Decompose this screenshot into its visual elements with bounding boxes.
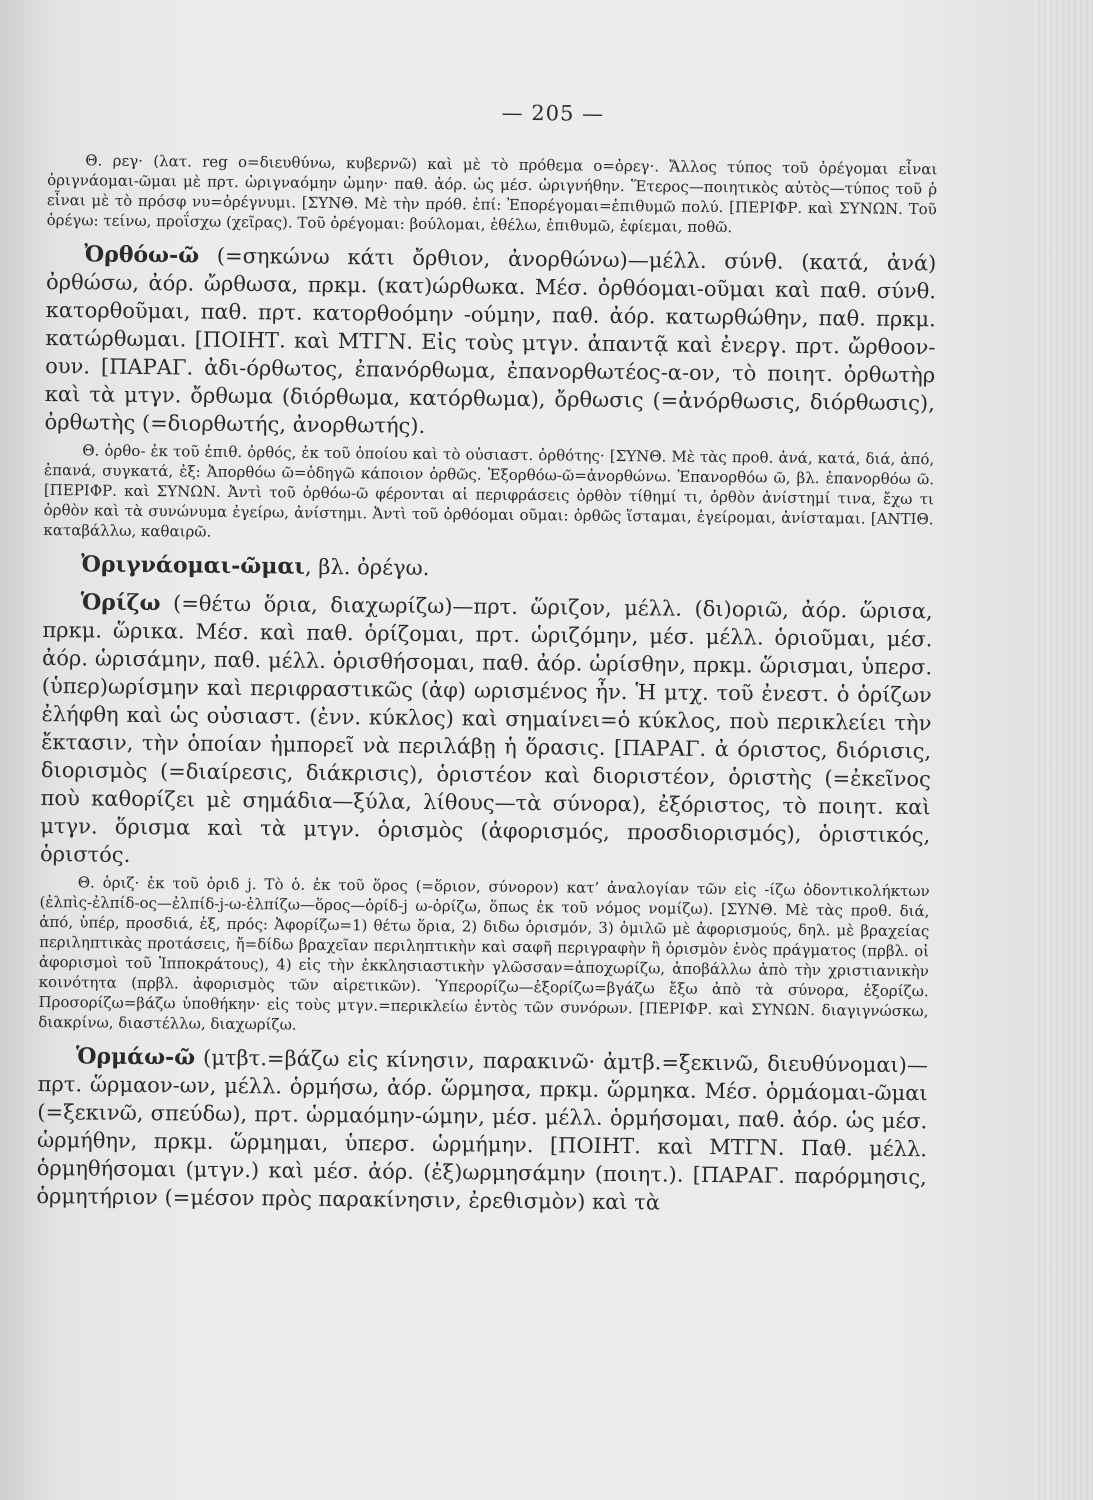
entry-definition: (=θέτω ὅρια, διαχωρίζω)—πρτ. ὥριζον, μέλλ. (δι)οριῶ, ἀόρ. ὥρισα, πρκμ. ὥρικα. Μέσ. καὶ παθ. ὁρίζομαι, πρτ. ὡριζόμην, μέσ. μέλλ. ὁριοῦμαι, μέσ. ἀόρ. ὡρισάμην, παθ. μέλλ. ὁρισθήσομαι, παθ. ἀόρ. ὡρίσθην, πρκμ. ὥρισμαι, ὑπερσ. (ὑπερ)ωρίσμην καὶ περιφραστικῶς (ἀφ) ωρισμένος ἦν. Ἡ μτχ. τοῦ ἐνεστ. ὁ ὁρίζων ἐλήφθη καὶ ὡς οὐσιαστ. (ἐνν. κύκλος) καὶ σημαίνει=ὁ κύκλος, ποὺ περικλείει τὴν ἔκτασιν, τὴν ὁποίαν ἠμπορεῖ νὰ περιλάβῃ ἡ ὅρασις. [ΠΑΡΑΓ. ἀ όριστος, διόρισις, διορισμὸς (=διαίρεσις, διάκρισις), ὁριστέον καὶ διοριστέον, ὁριστὴς (=ἐκεῖνος ποὺ καθορίζει μὲ σημάδια—ξύλα, λίθους—τὰ σύνορα), ἐξόριστος, τὸ ποιητ. καὶ μτγν. ὅρισμα καὶ τὰ μτγν. ὁρισμὸς (ἀφορισμός, προσδιορισμός), ὁριστικός, ὁριστός. xyxy=(39,591,933,867)
entry-orthoo xyxy=(43,240,936,549)
headword: Ὁρίζω xyxy=(80,589,161,617)
entry-main xyxy=(43,550,933,587)
entry-main xyxy=(36,1042,928,1219)
headword: Ὁρμάω-ῶ xyxy=(75,1043,196,1071)
entry-orignaomai xyxy=(43,550,933,587)
headword: Ὀρθόω-ῶ xyxy=(84,241,200,269)
entry-definition: (μτβτ.=βάζω εἰς κίνησιν, παρακινῶ· ἀμτβ.=ξεκινῶ, διευθύνομαι)—πρτ. ὥρμαον-ων, μέλλ. ὁρμήσω, ἀόρ. ὥρμησα, πρκμ. ὥρμηκα. Μέσ. ὁρμάομαι-ῶμαι (=ξεκινῶ, σπεύδω), πρτ. ὡρμαόμην-ώμην, μέσ. μέλλ. ὁρμήσομαι, παθ. ἀόρ. ὡς μέσ. ὡρμήθην, πρκμ. ὥρμημαι, ὑπερσ. ὡρμήμην. [ΠΟΙΗΤ. καὶ ΜΤΓΝ. Παθ. μέλλ. ὁρμηθήσομαι (μτγν.) καὶ μέσ. ἀόρ. (ἐξ)ωρμησάμην (ποιητ.). [ΠΑΡΑΓ. παρόρμησις, ὁρμητήριον (=μέσον πρὸς παρακίνησιν, ἐρεθισμὸν) καὶ τὰ xyxy=(36,1045,929,1215)
entry-definition: (=σηκώνω κάτι ὄρθιον, ἀνορθώνω)—μέλλ. σύνθ. (κατά, ἀνά) ὀρθώσω, ἀόρ. ὤρθωσα, πρκμ. (κατ)ώρθωκα. Μέσ. ὀρθόομαι-οῦμαι καὶ παθ. σύνθ. κατορθοῦμαι, παθ. πρτ. κατορθοόμην -ούμην, παθ. ἀόρ. κατωρθώθην, παθ. πρκμ. κατώρθωμαι. [ΠΟΙΗΤ. καὶ ΜΤΓΝ. Εἰς τοὺς μτγν. ἀπαντᾷ καὶ ἐνεργ. πρτ. ὤρθοον-ουν. [ΠΑΡΑΓ. ἀδι-όρθωτος, ἐπανόρθωμα, ἐπανορθωτέος-α-ον, τὸ ποιητ. ὀρθωτὴρ καὶ τὰ μτγν. ὄρθωμα (διόρθωμα, κατόρθωμα), ὄρθωσις (=ἀνόρθωσις, διόρθωσις), ὀρθωτὴς (=διορθωτής, ἀνορθωτής). xyxy=(44,243,937,438)
entry-etymology: Θ. ρεγ· (λατ. reg o=διευθύνω, κυβερνῶ) καὶ μὲ τὸ πρόθεμα ο=ὀρεγ·. Ἄλλος τύπος τοῦ ὀρέγομαι εἶναι ὀριγνάομαι-ῶμαι μὲ πρτ. ὠριγναόμην ὠμην· παθ. ἀόρ. ὡς μέσ. ὠριγνήθην. Ἕτερος—ποιητικὸς αὐτὸς—τύπος τοῦ ῥ εἶναι μὲ τὸ πρόσφ νυ=ὀρέγνυμι. [ΣΥΝΘ. Μὲ τὴν πρόθ. ἐπί: Ἐπορέγομαι=ἐπιθυμῶ πολύ. [ΠΕΡΙΦΡ. καὶ ΣΥΝΩΝ. Τοῦ ὀρέγω: τείνω, προΐσχω (χεῖρας). Τοῦ ὀρέγομαι: βούλομαι, ἐθέλω, ἐπιθυμῶ, ἐφίεμαι, ποθῶ. xyxy=(46,151,938,237)
entry-main xyxy=(40,588,933,877)
entry-etymology: Θ. ὁριζ· ἐκ τοῦ ὁριδ j. Τὸ ὁ. ἐκ τοῦ ὅρος (=ὅριον, σύνορον) κατ’ ἀναλογίαν τῶν εἰς -ίζω ὀδοντικολήκτων (ἐλπὶς-ἐλπίδ-ος—ἐλπίδ-j-ω-ἐλπίζω—ὅρος—ὁρίδ-j ω-ὁρίζω, ὅπως ἐκ τοῦ νόμος νομίζω). [ΣΥΝΘ. Μὲ τὰς προθ. διά, ἀπό, ὑπέρ, προσδιά, ἐξ, πρός: Ἀφορίζω=1) θέτω ὅρια, 2) διδω ὁρισμόν, 3) ὁμιλῶ μὲ ἀφορισμούς, δηλ. μὲ βραχείας περιληπτικὰς προτάσεις, ἤ=δίδω βραχεῖαν περιληπτικὴν καὶ σαφῆ περιγραφὴν ἢ ὁρισμὸν ἑνὸς πράγματος (πρβλ. οἱ ἀφορισμοὶ τοῦ Ἱπποκράτους), 4) εἰς τὴν ἐκκλησιαστικὴν γλῶσσαν=ἀποχωρίζω, ἀποβάλλω ἀπὸ τὴν χριστιανικὴν κοινότητα (πρβλ. ἀφορισμὸς τῶν αἱρετικῶν). Ὑπερορίζω—ἐξορίζω=βγάζω ἔξω ἀπὸ τὰ σύνορα, ἐξορίζω. Προσορίζω=βάζω ὑποθήκην· εἰς τοὺς μτγν.=περικλείω ἐντὸς τῶν συνόρων. [ΠΕΡΙΦΡ. καὶ ΣΥΝΩΝ. διαγιγνώσκω, διακρίνω, διαστέλλω, διαχωρίζω. xyxy=(38,873,930,1034)
entry-ormao xyxy=(36,1042,928,1219)
entry-etymology: Θ. ὀρθο- ἐκ τοῦ ἐπιθ. ὀρθός, ἐκ τοῦ ὁποίου καὶ τὸ οὐσιαστ. ὀρθότης· [ΣΥΝΘ. Μὲ τὰς προθ. ἀνά, κατά, διά, ἀπό, ἐπανά, συγκατά, ἐξ: Ἀπορθόω ῶ=ὁδηγῶ κάποιον ὀρθῶς. Ἐξορθόω-ῶ=ἀνορθώνω. Ἐπανορθόω ῶ, βλ. ἐπανορθόω ῶ. [ΠΕΡΙΦΡ. καὶ ΣΥΝΩΝ. Ἀντὶ τοῦ ὀρθόω-ῶ φέρονται αἱ περιφράσεις ὀρθὸν τίθημί τι, ὀρθὸν ἀνίστημί τινα, ἔχω τι ὀρθὸν καὶ τὰ συνώνυμα ἐγείρω, ἀνίστημι. Ἀντὶ τοῦ ὀρθόομαι οῦμαι: ὀρθῶς ἵσταμαι, ἐγείρομαι, ἀνίσταμαι. [ΑΝΤΙΘ. καταβάλλω, καθαιρῶ. xyxy=(43,441,935,541)
entry-main xyxy=(44,240,936,445)
page-content xyxy=(36,96,938,1229)
entry-oregomai-continued xyxy=(47,150,938,239)
headword: Ὀριγνάομαι-ῶμαι xyxy=(80,551,306,580)
entry-definition: , βλ. ὀρέγω. xyxy=(304,554,430,581)
page-number: — 205 — xyxy=(501,100,605,126)
entry-orizo xyxy=(38,588,933,1041)
stacked-page-edges xyxy=(1033,0,1093,1500)
